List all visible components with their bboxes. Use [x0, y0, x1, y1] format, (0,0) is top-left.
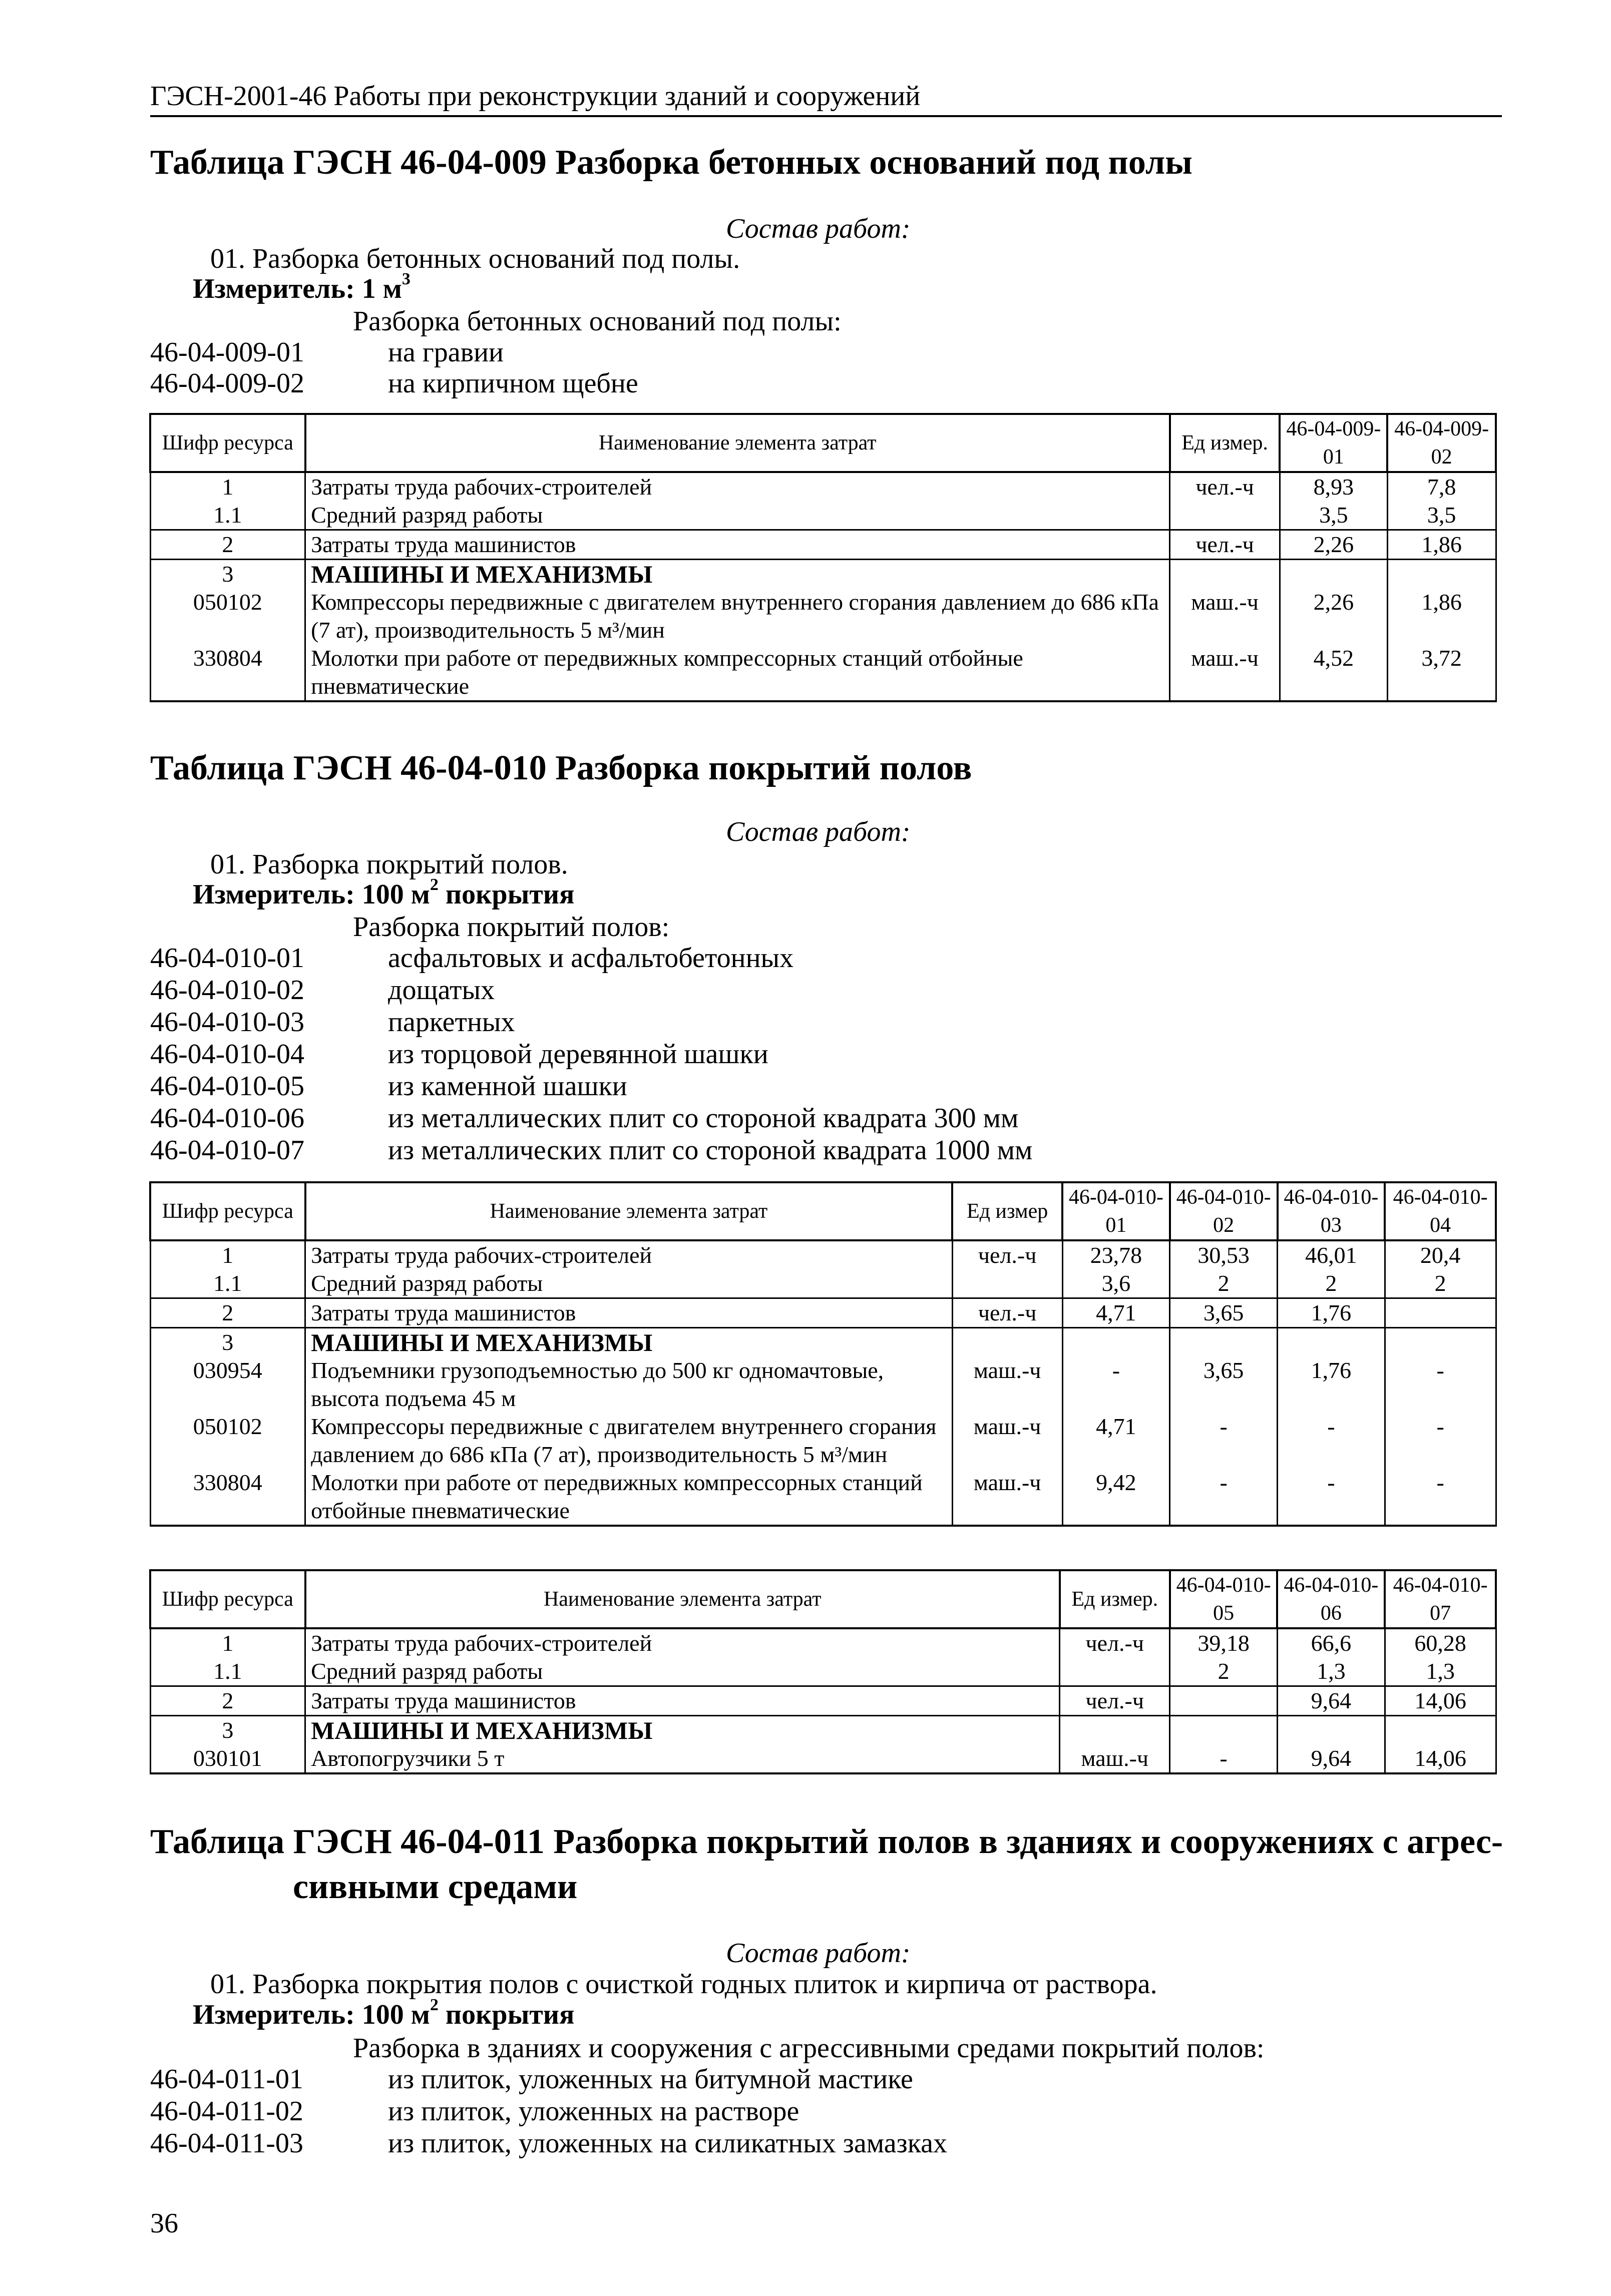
group-heading: Разборка бетонных оснований под полы:	[353, 306, 842, 337]
group-heading: Разборка в зданиях и сооружения с агрессивными средами покрытий полов:	[353, 2033, 1265, 2064]
table-cell: маш.-ч	[1060, 1744, 1170, 1773]
table-cell: Затраты труда машинистов	[305, 1686, 1060, 1716]
table-row	[150, 1269, 1496, 1298]
table-cell: маш.-ч	[1170, 588, 1280, 644]
header-cell: Наименование элемента затрат	[305, 1570, 1060, 1628]
table-cell: 23,78	[1062, 1240, 1170, 1269]
measure-label: Измеритель:	[193, 879, 355, 910]
table-cell: 1.1	[150, 501, 305, 530]
measure-label: Измеритель:	[193, 1999, 355, 2030]
table-cell: маш.-ч	[952, 1413, 1062, 1469]
header-cell: Шифр ресурса	[150, 1182, 305, 1240]
measure-line	[193, 875, 575, 910]
table-cell	[1170, 1716, 1278, 1745]
table-cell: -	[1170, 1744, 1278, 1773]
header-cell: 46-04-010-01	[1062, 1182, 1170, 1240]
table-cell: маш.-ч	[1170, 644, 1280, 701]
header-cell: 46-04-010-03	[1278, 1182, 1385, 1240]
table-row	[150, 501, 1496, 530]
table-cell: 60,28	[1385, 1628, 1496, 1657]
table-cell: 2	[1278, 1269, 1385, 1298]
document-page: ГЭСН-2001-46 Работы при реконструкции зданий и сооружений Таблица ГЭСН 46-04-009 Разборка бетонных оснований под полы Состав работ: 01. Разборка бетонных оснований под полы. Измеритель: 1 $м^3$ Разборка бетонных оснований под полы: 46-04-009-01 на гравии 46-04-009-02 на кирпичном щебне Шифр ресурса Наименование элемента затрат Ед измер. 46-04-009-01 46-04-009-02 1 Затраты труда рабочих-строителей чел.-ч 8,93 7,8 1.1 Средний разряд работы 3,5 3,5 2 Затраты труда машинистов чел.-ч 2,26 1,86 3 МАШИНЫ И МЕХАНИЗМЫ 050102 Компрессоры передвижные с двигателем внутреннего сгорания давлением до 686 кПа (7 ат), производительность 5 м³/мин маш.-ч 2,26 1,86 330804 Молотки при работе от передвижных компрессорных станций отбойные пневматические маш.-ч 4,52 3,72 Таблица ГЭСН 46-04-010 Разборка покрытий полов Состав работ: 01. Разборка покрытий полов. Измеритель: 100 $м^2$ покрытия Разборка покрытий полов: 46-04-010-01 асфальтовых и асфальтобетонных 46-04-010-02 дощатых 46-04-010-03 паркетных 46-04-010-04 из торцовой деревянной шашки 46-04-010-05 из каменной шашки 46-04-010-06 из металлических плит со стороной квадрата 300 мм 46-04-010-07 из металлических плит со стороной квадрата 1000 мм Шифр ресурса Наименование элемента затрат Ед измер 46-04-010-01 46-04-010-02 46-04-010-03 46-04-010-04 1 Затраты труда рабочих-строителей чел.-ч 23,78 30,53 46,01 20,4 1.1 Средний разряд работы 3,6 2 2 2 2 Затраты труда машинистов чел.-ч 4,71 3,65 1,76 3 МАШИНЫ И МЕХАНИЗМЫ 030954 Подъемники грузоподъемностью до 500 кг одномачтовые, высота подъема 45 м маш.-ч - 3,65 1,76 - 050102 Компрессоры передвижные с двигателем внутреннего сгорания давлением до 686 кПа (7 ат), производительность 5 м³/мин маш.-ч 4,71 - - - 330804 Молотки при работе от передвижных компрессорных станций отбойные пневматические маш.-ч 9,42 - - - Шифр ресурса Наименование элемента затрат Ед измер. 46-04-010-05 46-04-010-06 46-04-010-07 1 Затраты труда рабочих-строителей чел.-ч 39,18 66,6 60,28 1.1 Средний разряд работы 2 1,3 1,3 2 Затраты труда машинистов чел.-ч 9,64 14,06 3 МАШИНЫ И МЕХАНИЗМЫ 030101 Автопогрузчики 5 т маш.-ч - 9,64 14,06 Таблица ГЭСН 46-04-011 Разборка покрытий полов в зданиях и сооружениях с агрес- сивными средами Состав работ: 01. Разборка покрытия полов с очисткой годных плиток и кирпича от раствора. Измеритель: 100 $м^2$ покрытия Разборка в зданиях и сооружения с агрессивными средами покрытий полов: 46-04-011-01 из плиток, уложенных на битумной мастике 46-04-011-02 из плиток, уложенных на растворе 46-04-011-03 из плиток, уложенных на силикатных замазках 36	[150, 81, 1503, 2239]
table-row	[150, 1469, 1496, 1526]
measure-line	[193, 270, 411, 305]
work-description: 01. Разборка покрытий полов.	[210, 849, 568, 880]
table-cell: 330804	[150, 1469, 305, 1526]
table-cell: 9,42	[1062, 1469, 1170, 1526]
table-cell: чел.-ч	[1060, 1628, 1170, 1657]
table-cell: 1.1	[150, 1657, 305, 1686]
table-cell: 30,53	[1170, 1240, 1278, 1269]
table-cell: 3,6	[1062, 1269, 1170, 1298]
table-cell	[1170, 501, 1280, 530]
table-cell: 1,86	[1387, 588, 1496, 644]
table-cell: 3,72	[1387, 644, 1496, 701]
table-cell: чел.-ч	[952, 1298, 1062, 1328]
header-cell: Наименование элемента затрат	[305, 414, 1170, 472]
header-cell: 46-04-010-07	[1385, 1570, 1496, 1628]
table-cell: Затраты труда рабочих-строителей	[305, 472, 1170, 501]
table-cell: 3,5	[1280, 501, 1387, 530]
table-cell: Компрессоры передвижные с двигателем внутреннего сгорания давлением до 686 кПа (7 ат), производительность 5 м³/мин	[305, 588, 1170, 644]
table-cell: Молотки при работе от передвижных компрессорных станций отбойные пневматические	[305, 1469, 953, 1526]
table-cell: Средний разряд работы	[305, 501, 1170, 530]
group-heading: Разборка покрытий полов:	[353, 911, 670, 943]
table-cell: 1	[150, 472, 305, 501]
table-cell: 1,86	[1387, 530, 1496, 560]
measure-value: 100 $м^2$ покрытия	[361, 875, 575, 910]
table-row	[150, 472, 1496, 501]
header-cell: 46-04-009-01	[1280, 414, 1387, 472]
section-title-line: сивными средами	[293, 1868, 578, 1906]
table-row	[150, 644, 1496, 701]
table-cell	[1280, 560, 1387, 589]
table-cell: 3	[150, 560, 305, 589]
table-cell: 39,18	[1170, 1628, 1278, 1657]
table-cell: маш.-ч	[952, 1469, 1062, 1526]
table-cell: -	[1062, 1356, 1170, 1413]
table-cell: Средний разряд работы	[305, 1269, 953, 1298]
table-cell: чел.-ч	[1060, 1686, 1170, 1716]
table-cell	[1385, 1328, 1496, 1357]
table-cell: 2	[1385, 1269, 1496, 1298]
table-cell	[1060, 1657, 1170, 1686]
table-cell: 030954	[150, 1356, 305, 1413]
header-cell: Ед измер	[952, 1182, 1062, 1240]
table-cell: 46,01	[1278, 1240, 1385, 1269]
resource-table-010-b	[149, 1569, 1497, 1774]
header-cell: 46-04-010-04	[1385, 1182, 1496, 1240]
table-cell: -	[1385, 1469, 1496, 1526]
table-row	[150, 560, 1496, 589]
table-cell: 7,8	[1387, 472, 1496, 501]
section-title-line: Таблица ГЭСН 46-04-011 Разборка покрытий полов в зданиях и сооружениях с агрес-	[150, 1822, 1503, 1861]
table-cell: 4,71	[1062, 1413, 1170, 1469]
table-row	[150, 530, 1496, 560]
header-cell: 46-04-010-06	[1277, 1570, 1385, 1628]
table-cell: 4,52	[1280, 644, 1387, 701]
table-cell: чел.-ч	[952, 1240, 1062, 1269]
table-row	[150, 1328, 1496, 1357]
table-cell	[1062, 1328, 1170, 1357]
table-cell: 9,64	[1277, 1744, 1385, 1773]
table-cell: МАШИНЫ И МЕХАНИЗМЫ	[305, 560, 1170, 589]
table-cell	[1387, 560, 1496, 589]
table-cell	[1385, 1298, 1496, 1328]
page-number: 36	[150, 2208, 178, 2239]
work-description: 01. Разборка покрытия полов с очисткой годных плиток и кирпича от раствора.	[210, 1969, 1157, 2000]
table-cell	[1060, 1716, 1170, 1745]
table-cell: 1	[150, 1240, 305, 1269]
table-cell	[952, 1269, 1062, 1298]
measure-value: 100 $м^2$ покрытия	[361, 1996, 575, 2030]
table-cell: чел.-ч	[1170, 472, 1280, 501]
table-cell: -	[1385, 1413, 1496, 1469]
table-cell: маш.-ч	[952, 1356, 1062, 1413]
table-cell: Молотки при работе от передвижных компрессорных станций отбойные пневматические	[305, 644, 1170, 701]
table-cell: 050102	[150, 588, 305, 644]
resource-table-010-a	[149, 1181, 1497, 1527]
header-cell: 46-04-009-02	[1387, 414, 1496, 472]
table-cell	[1170, 560, 1280, 589]
table-cell: 2	[150, 1686, 305, 1716]
table-cell: -	[1278, 1413, 1385, 1469]
table-cell: 050102	[150, 1413, 305, 1469]
header-cell: 46-04-010-05	[1170, 1570, 1278, 1628]
table-cell	[1277, 1716, 1385, 1745]
table-cell: 2	[150, 530, 305, 560]
sostav-label: Состав работ:	[726, 1938, 911, 1969]
header-cell: Ед измер.	[1170, 414, 1280, 472]
table-cell: 66,6	[1277, 1628, 1385, 1657]
work-description: 01. Разборка бетонных оснований под полы.	[210, 243, 740, 274]
table-cell: 3	[150, 1328, 305, 1357]
table-cell: 14,06	[1385, 1686, 1496, 1716]
header-cell: Шифр ресурса	[150, 1570, 305, 1628]
table-row	[150, 1628, 1496, 1657]
table-row	[150, 1413, 1496, 1469]
table-cell	[1278, 1328, 1385, 1357]
table-cell: Подъемники грузоподъемностью до 500 кг одномачтовые, высота подъема 45 м	[305, 1356, 953, 1413]
table-cell: 2	[150, 1298, 305, 1328]
sostav-label: Состав работ:	[726, 816, 911, 847]
table-cell: МАШИНЫ И МЕХАНИЗМЫ	[305, 1716, 1060, 1745]
header-cell: Шифр ресурса	[150, 414, 305, 472]
table-cell: -	[1385, 1356, 1496, 1413]
table-row	[150, 1356, 1496, 1413]
table-cell: Компрессоры передвижные с двигателем внутреннего сгорания давлением до 686 кПа (7 ат), производительность 5 м³/мин	[305, 1413, 953, 1469]
table-cell: 330804	[150, 644, 305, 701]
table-row	[150, 1298, 1496, 1328]
table-cell: 3	[150, 1716, 305, 1745]
table-cell: 20,4	[1385, 1240, 1496, 1269]
measure-value: 1 $м^3$	[361, 270, 411, 304]
section-title-009: Таблица ГЭСН 46-04-009 Разборка бетонных оснований под полы	[150, 143, 1192, 182]
measure-line	[193, 1996, 575, 2031]
table-cell: 2	[1170, 1269, 1278, 1298]
table-cell: чел.-ч	[1170, 530, 1280, 560]
sostav-label: Состав работ:	[726, 213, 911, 244]
section-title-011	[150, 1819, 1503, 1910]
measure-label: Измеритель:	[193, 273, 355, 304]
header-cell: Наименование элемента затрат	[305, 1182, 953, 1240]
table-cell: 2	[1170, 1657, 1278, 1686]
table-cell: 14,06	[1385, 1744, 1496, 1773]
table-cell: Затраты труда рабочих-строителей	[305, 1628, 1060, 1657]
table-cell: 3,5	[1387, 501, 1496, 530]
table-cell: 1,76	[1278, 1356, 1385, 1413]
table-cell: МАШИНЫ И МЕХАНИЗМЫ	[305, 1328, 953, 1357]
table-row	[150, 1686, 1496, 1716]
table-cell: 8,93	[1280, 472, 1387, 501]
section-title-010: Таблица ГЭСН 46-04-010 Разборка покрытий полов	[150, 749, 972, 787]
table-cell: 030101	[150, 1744, 305, 1773]
table-row	[150, 1657, 1496, 1686]
table-cell: 1	[150, 1628, 305, 1657]
table-row	[150, 1744, 1496, 1773]
table-cell: 3,65	[1170, 1356, 1278, 1413]
table-cell	[1385, 1716, 1496, 1745]
table-cell: 9,64	[1277, 1686, 1385, 1716]
header-cell: Ед измер.	[1060, 1570, 1170, 1628]
resource-table-009	[149, 413, 1497, 702]
table-cell: Средний разряд работы	[305, 1657, 1060, 1686]
table-cell	[952, 1328, 1062, 1357]
table-cell	[1170, 1328, 1278, 1357]
table-cell: 3,65	[1170, 1298, 1278, 1328]
table-cell: -	[1170, 1413, 1278, 1469]
table-cell: Затраты труда машинистов	[305, 1298, 953, 1328]
table-cell: -	[1170, 1469, 1278, 1526]
table-cell	[1170, 1686, 1278, 1716]
table-cell: -	[1278, 1469, 1385, 1526]
table-cell: 1,3	[1277, 1657, 1385, 1686]
table-cell: Автопогрузчики 5 т	[305, 1744, 1060, 1773]
table-cell: 1,76	[1278, 1298, 1385, 1328]
running-header: ГЭСН-2001-46 Работы при реконструкции зданий и сооружений	[150, 80, 1502, 117]
table-row	[150, 588, 1496, 644]
table-row	[150, 1240, 1496, 1269]
table-row	[150, 1716, 1496, 1745]
table-cell: 1.1	[150, 1269, 305, 1298]
table-cell: 2,26	[1280, 530, 1387, 560]
table-cell: Затраты труда рабочих-строителей	[305, 1240, 953, 1269]
table-cell: 2,26	[1280, 588, 1387, 644]
table-cell: 1,3	[1385, 1657, 1496, 1686]
table-cell: 4,71	[1062, 1298, 1170, 1328]
header-cell: 46-04-010-02	[1170, 1182, 1278, 1240]
table-cell: Затраты труда машинистов	[305, 530, 1170, 560]
